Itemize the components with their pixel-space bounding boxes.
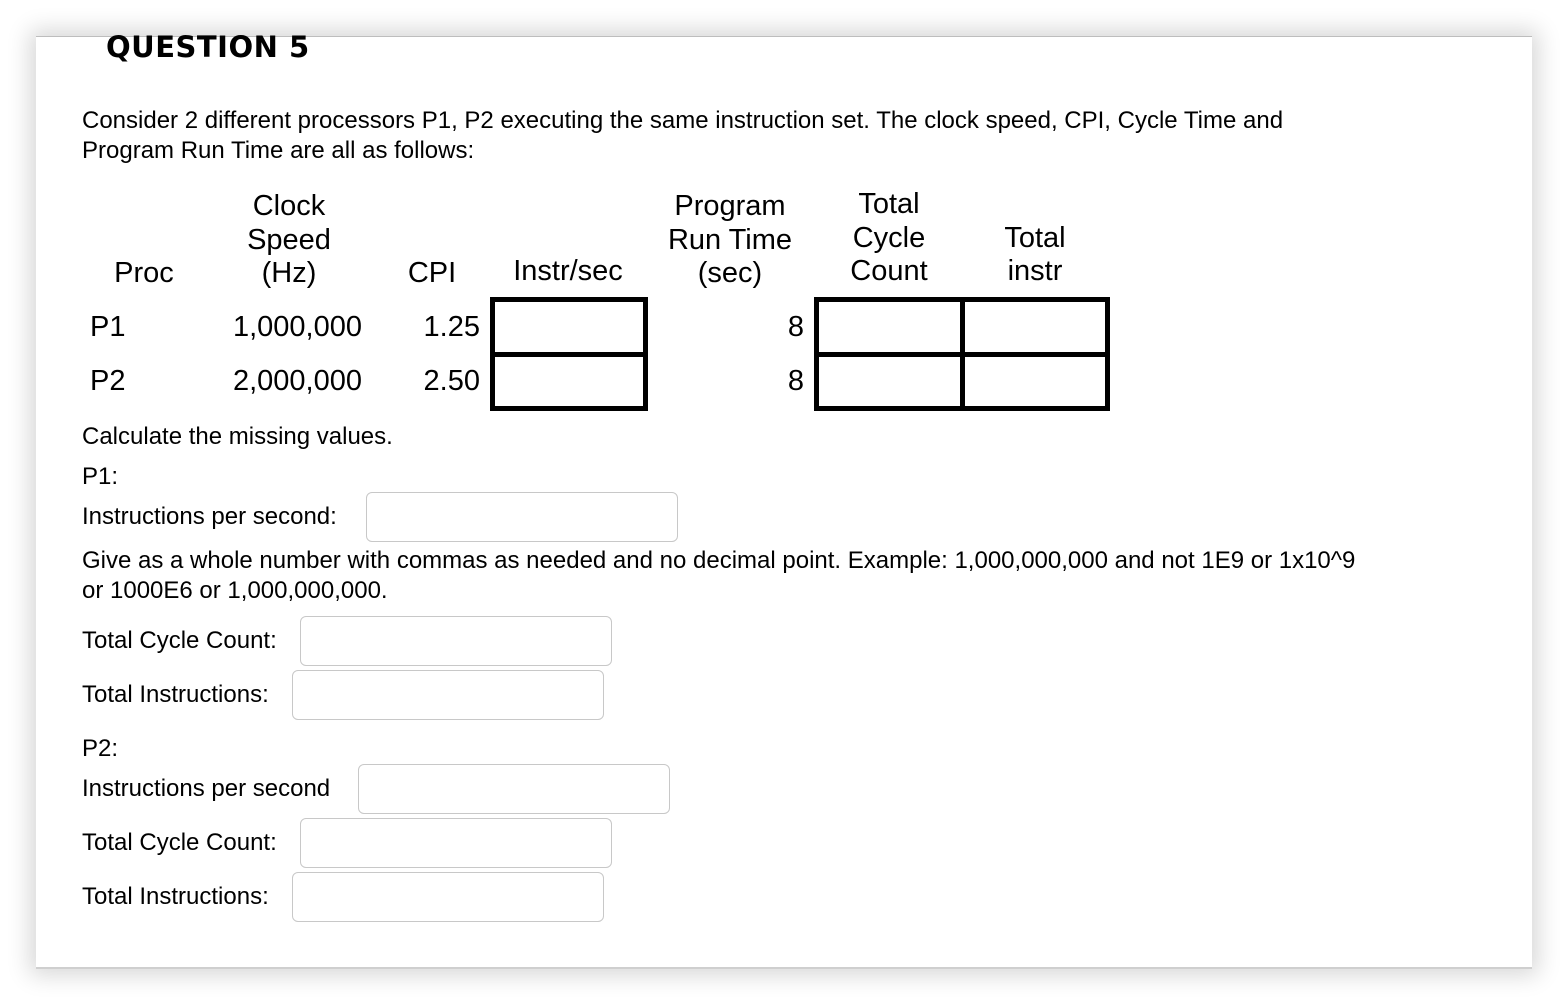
header-runtime-line-1: Program (674, 190, 786, 222)
p1-instr-label: Total Instructions: (82, 681, 269, 708)
header-cpi: CPI (407, 257, 457, 289)
p2-ips-label: Instructions per second (82, 775, 331, 802)
header-cycles-line-3: Count (850, 255, 928, 287)
header-runtime-line-2: Run Time (667, 224, 793, 256)
header-runtime-line-3: (sec) (697, 257, 763, 289)
p2-section-label: P2: (82, 735, 119, 762)
p1-cycles-input[interactable] (300, 616, 612, 666)
header-instr-line-2: instr (1007, 255, 1063, 287)
p2-instr-input[interactable] (292, 872, 604, 922)
format-note-line-2: or 1000E6 or 1,000,000,000. (82, 577, 388, 604)
row-p1-cpi: 1.25 (423, 311, 480, 343)
header-clock-line-3: (Hz) (261, 257, 317, 289)
row-p1-runtime: 8 (787, 311, 804, 343)
p2-cycles-label: Total Cycle Count: (82, 829, 277, 856)
table-cell-p2-total-instr (965, 357, 1106, 407)
cycles-instr-boxes (814, 297, 1110, 411)
table-cell-p1-cycle-count (819, 302, 960, 352)
header-cycles-line-2: Cycle (852, 222, 926, 254)
p1-instr-input[interactable] (292, 670, 604, 720)
table-cell-p2-cycle-count (819, 357, 960, 407)
row-p2-proc: P2 (90, 365, 126, 397)
format-note-line-1: Give as a whole number with commas as needed and no decimal point. Example: 1,000,000,000 and not 1E9 or 1x10^9 (82, 547, 1356, 574)
p1-section-label: P1: (82, 463, 119, 490)
question-title: QUESTION 5 (106, 30, 310, 64)
table-cell-p2-instr-sec (495, 357, 643, 407)
p1-cycles-label: Total Cycle Count: (82, 627, 277, 654)
header-clock-line-2: Speed (247, 224, 331, 256)
p2-cycles-input[interactable] (300, 818, 612, 868)
header-instr-sec: Instr/sec (513, 255, 623, 287)
header-cycles-line-1: Total (858, 188, 920, 220)
p2-ips-input[interactable] (358, 764, 670, 814)
table-cell-p1-total-instr (965, 302, 1106, 352)
p1-ips-label: Instructions per second: (82, 503, 337, 530)
calculate-instruction: Calculate the missing values. (82, 423, 393, 450)
header-proc: Proc (114, 257, 174, 289)
row-p2-cpi: 2.50 (423, 365, 480, 397)
row-p2-clock: 2,000,000 (232, 365, 362, 397)
row-p2-runtime: 8 (787, 365, 804, 397)
header-clock-line-1: Clock (252, 190, 326, 222)
p2-instr-label: Total Instructions: (82, 883, 269, 910)
p1-ips-input[interactable] (366, 492, 678, 542)
table-cell-p1-instr-sec (495, 302, 643, 352)
question-intro-line-2: Program Run Time are all as follows: (82, 137, 475, 164)
row-p1-clock: 1,000,000 (232, 311, 362, 343)
question-intro-line-1: Consider 2 different processors P1, P2 executing the same instruction set. The clock speed, CPI, Cycle Time and (82, 107, 1284, 134)
header-instr-line-1: Total (1004, 222, 1066, 254)
row-p1-proc: P1 (90, 311, 126, 343)
instr-sec-boxes (490, 297, 648, 411)
